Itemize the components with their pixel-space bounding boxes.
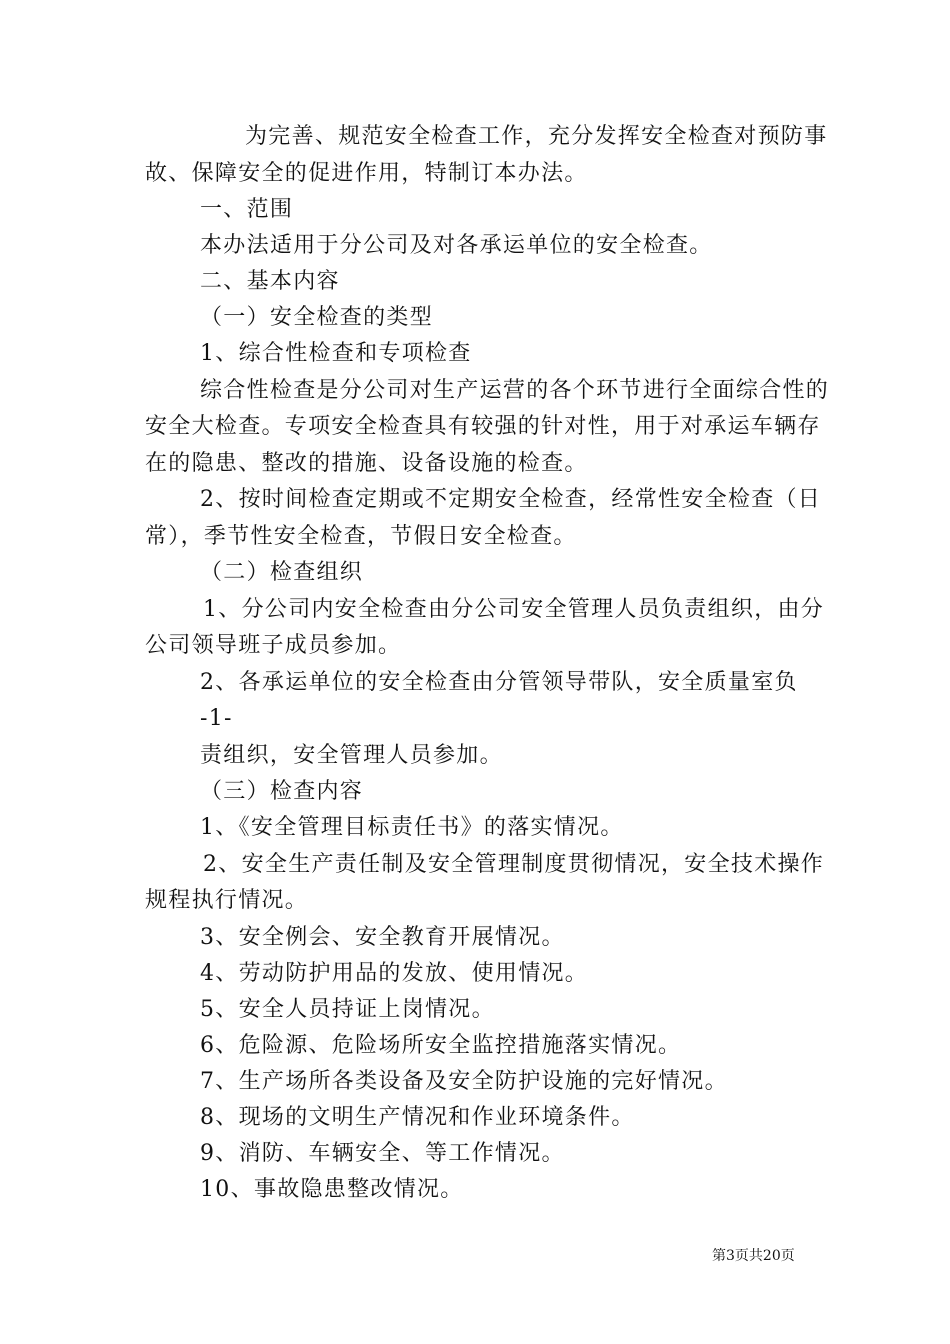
paragraph-line: 规程执行情况。 bbox=[145, 888, 309, 913]
page-footer: 第3页共20页 bbox=[712, 1248, 795, 1264]
paragraph-line: 常），季节性安全检查，节假日安全检查。 bbox=[145, 524, 577, 549]
list-item: 10、事故隐患整改情况。 bbox=[200, 1177, 464, 1202]
list-item: 1、《安全管理目标责任书》的落实情况。 bbox=[200, 815, 624, 840]
list-item: 6、危险源、危险场所安全监控措施落实情况。 bbox=[200, 1033, 682, 1058]
list-item: 5、安全人员持证上岗情况。 bbox=[200, 997, 495, 1022]
subsection-heading: （一）安全检查的类型 bbox=[200, 305, 434, 330]
list-item: 1、分公司内安全检查由分公司安全管理人员负责组织，由分 bbox=[203, 597, 825, 622]
paragraph-line: 在的隐患、整改的措施、设备设施的检查。 bbox=[145, 451, 588, 476]
paragraph-line: 本办法适用于分公司及对各承运单位的安全检查。 bbox=[200, 233, 713, 258]
paragraph-line: 为完善、规范安全检查工作，充分发挥安全检查对预防事 bbox=[245, 124, 828, 149]
list-item: 4、劳动防护用品的发放、使用情况。 bbox=[200, 961, 589, 986]
list-item: 2、安全生产责任制及安全管理制度贯彻情况，安全技术操作 bbox=[203, 852, 825, 877]
list-item: 2、按时间检查定期或不定期安全检查，经常性安全检查（日 bbox=[200, 487, 822, 512]
subsection-heading: （三）检查内容 bbox=[200, 779, 364, 804]
section-heading: 一、范围 bbox=[200, 197, 294, 222]
list-item: 9、消防、车辆安全、等工作情况。 bbox=[200, 1141, 565, 1166]
list-item: 2、各承运单位的安全检查由分管领导带队，安全质量室负 bbox=[200, 670, 798, 695]
paragraph-line: 责组织，安全管理人员参加。 bbox=[200, 743, 503, 768]
list-item: 1、综合性检查和专项检查 bbox=[200, 341, 472, 366]
paragraph-line: 安全大检查。专项安全检查具有较强的针对性，用于对承运车辆存 bbox=[145, 414, 821, 439]
section-heading: 二、基本内容 bbox=[200, 269, 340, 294]
paragraph-line: 故、保障安全的促进作用，特制订本办法。 bbox=[145, 161, 588, 186]
list-item: 7、生产场所各类设备及安全防护设施的完好情况。 bbox=[200, 1069, 728, 1094]
paragraph-line: 综合性检查是分公司对生产运营的各个环节进行全面综合性的 bbox=[200, 378, 830, 403]
paragraph-line: 公司领导班子成员参加。 bbox=[145, 633, 402, 658]
subsection-heading: （二）检查组织 bbox=[200, 560, 364, 585]
list-item: 3、安全例会、安全教育开展情况。 bbox=[200, 925, 565, 950]
inline-page-number: -1- bbox=[200, 706, 233, 731]
list-item: 8、现场的文明生产情况和作业环境条件。 bbox=[200, 1105, 635, 1130]
